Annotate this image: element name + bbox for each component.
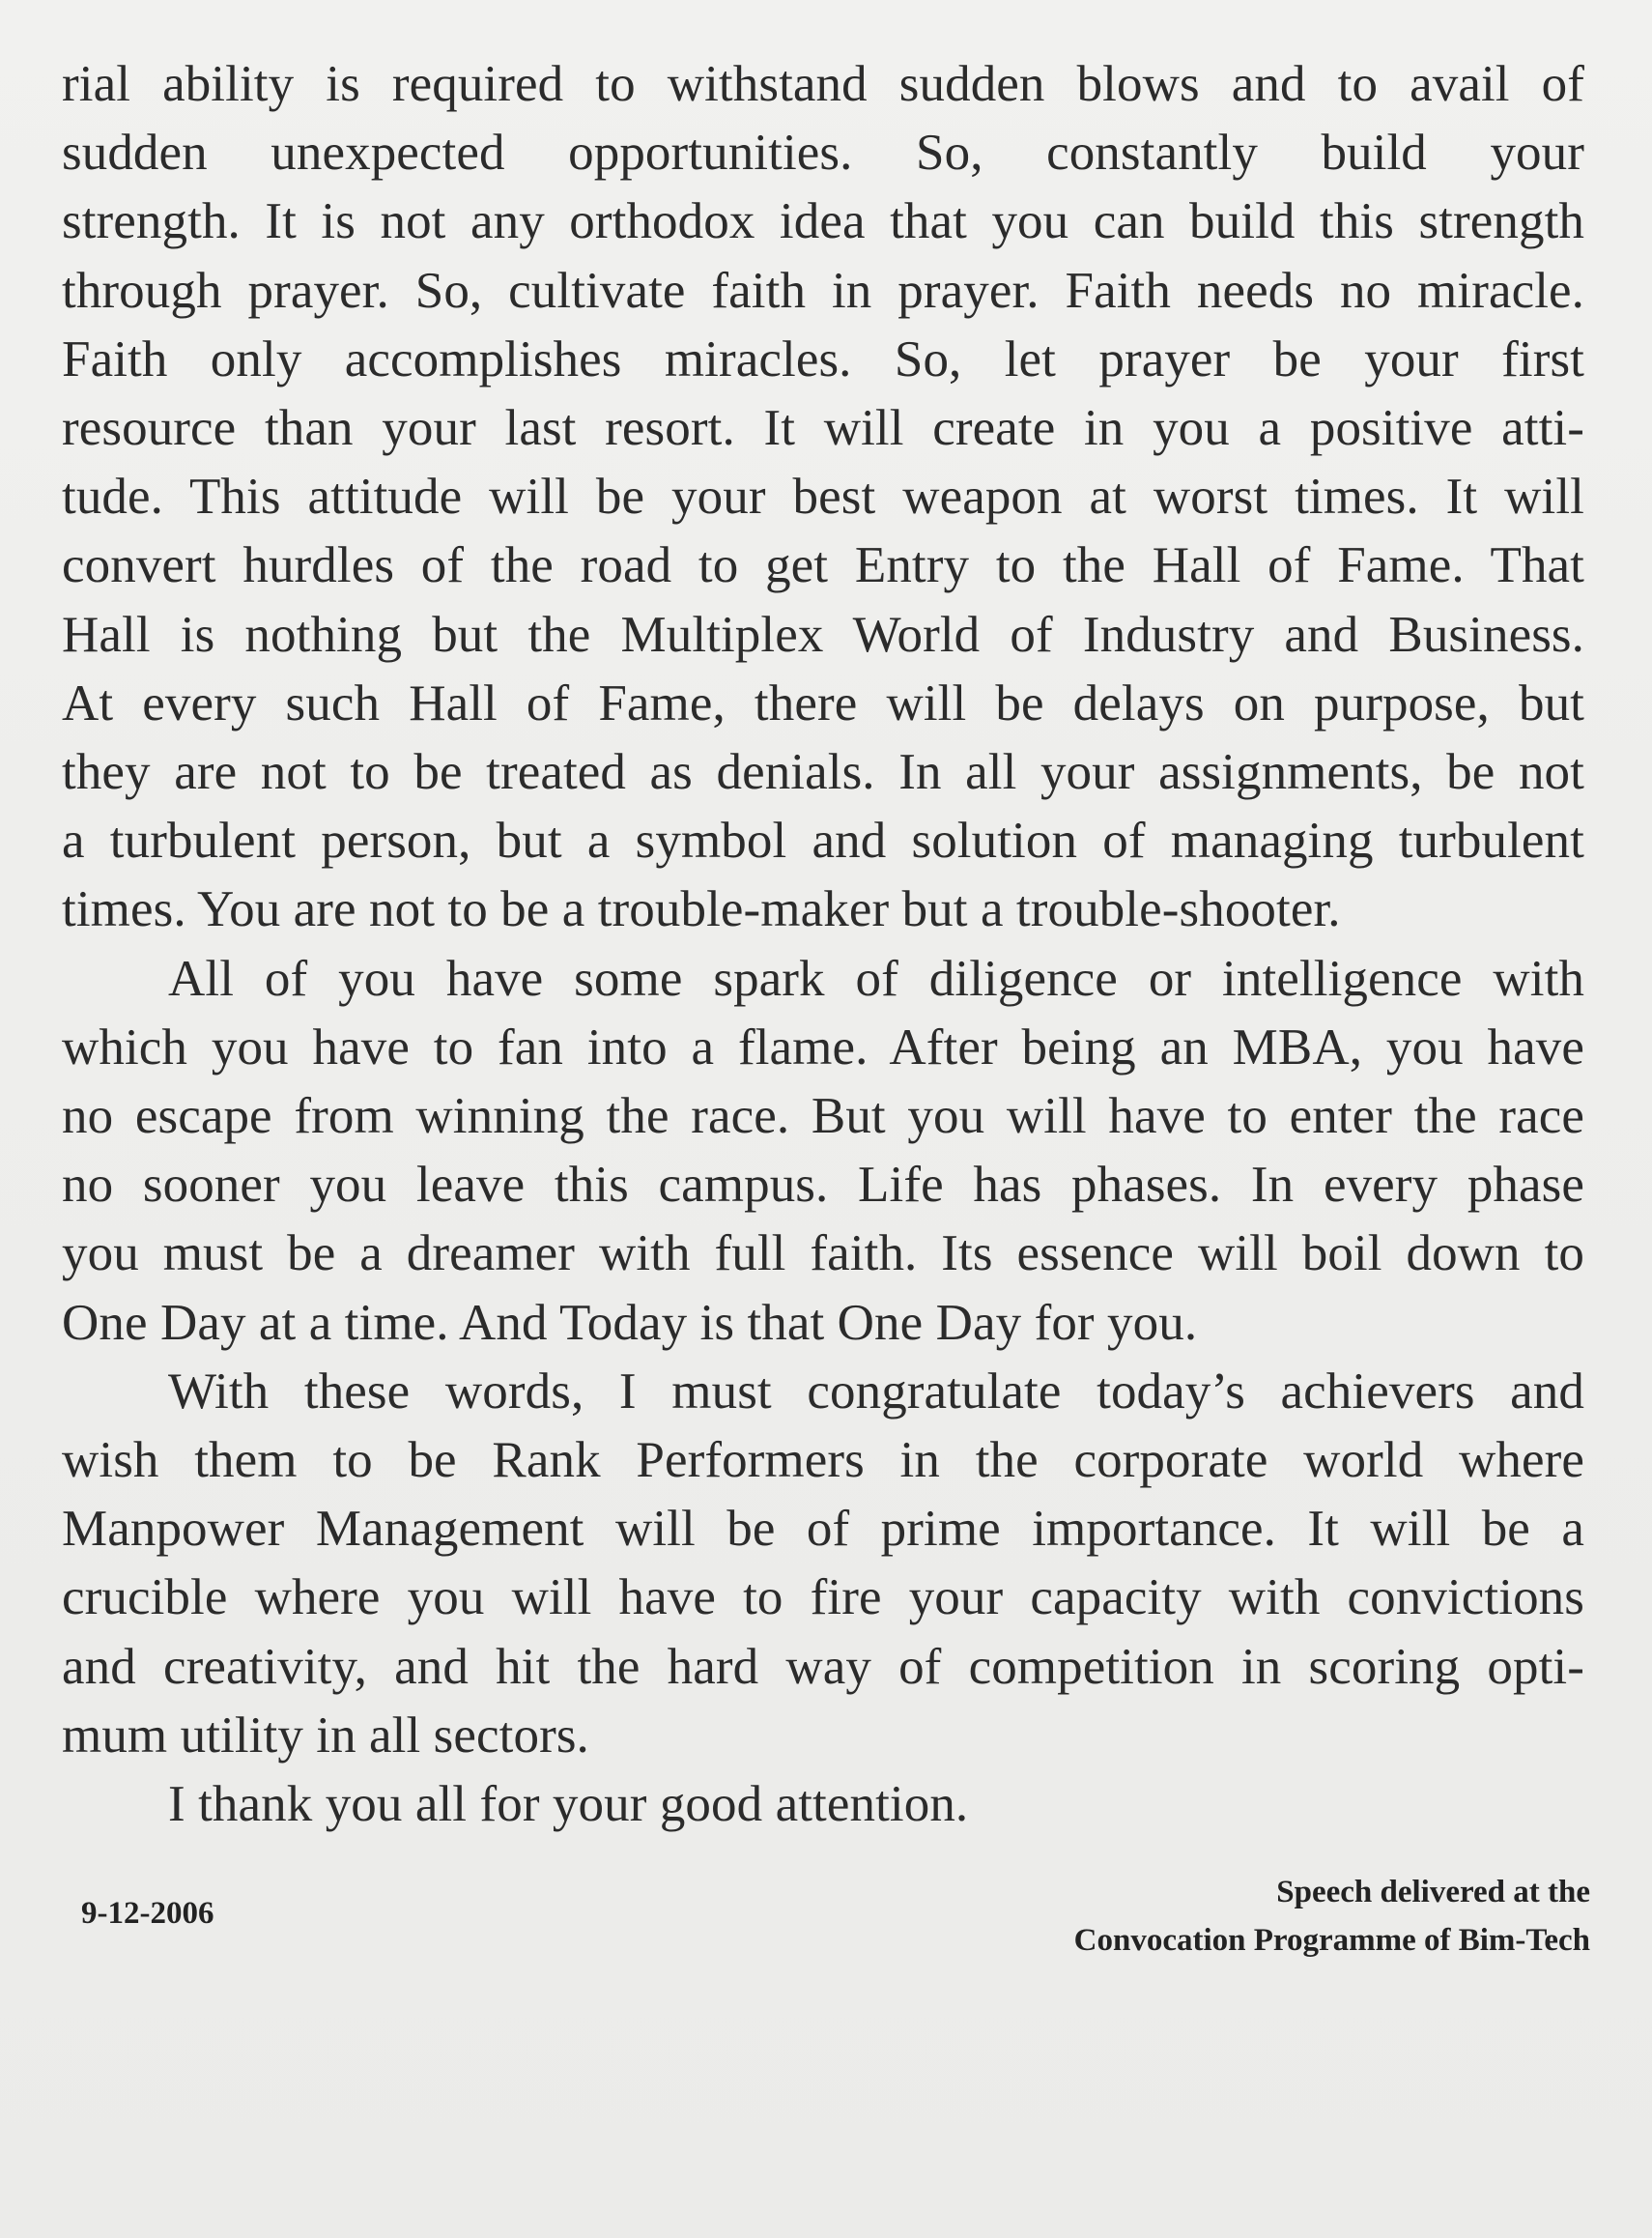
text-line: no sooner you leave this campus. Life has phases. In every phase <box>62 1157 1584 1214</box>
paragraph-2 <box>62 945 1584 1358</box>
attribution-line-1: Speech delivered at the <box>1276 1875 1590 1909</box>
text-line: strength. It is not any orthodox idea that you can build this strength <box>62 193 1584 250</box>
text-line: At every such Hall of Fame, there will be delays on purpose, but <box>62 674 1584 732</box>
text-line: a turbulent person, but a symbol and solution of managing turbulent <box>62 813 1584 870</box>
text-line: One Day at a time. And Today is that One Day for you. <box>62 1294 1198 1351</box>
text-line: they are not to be treated as denials. In all your assignments, be not <box>62 744 1584 801</box>
attribution-line-2: Convocation Programme of Bim-Tech <box>1073 1923 1590 1958</box>
text-line: times. You are not to be a trouble-maker but a trouble-shooter. <box>62 881 1341 938</box>
text-line: which you have to fan into a flame. After being an MBA, you have <box>62 1019 1584 1076</box>
text-line: mum utility in all sectors. <box>62 1707 589 1764</box>
text-line: With these words, I must congratulate today’s achievers and <box>168 1363 1584 1420</box>
speech-text <box>62 50 1584 1839</box>
text-line: I thank you all for your good attention. <box>168 1776 969 1833</box>
text-line: tude. This attitude will be your best weapon at worst times. It will <box>62 469 1584 526</box>
text-line: through prayer. So, cultivate faith in prayer. Faith needs no miracle. <box>62 262 1584 319</box>
paragraph-4 <box>62 1770 1584 1839</box>
text-line: Hall is nothing but the Multiplex World of Industry and Business. <box>62 606 1584 663</box>
text-line: convert hurdles of the road to get Entry to the Hall of Fame. That <box>62 537 1584 594</box>
text-line: Manpower Management will be of prime importance. It will be a <box>62 1501 1584 1558</box>
text-line: you must be a dreamer with full faith. Its essence will boil down to <box>62 1225 1584 1282</box>
speech-date: 9-12-2006 <box>81 1896 214 1931</box>
text-line: rial ability is required to withstand sudden blows and to avail of <box>62 56 1584 112</box>
paragraph-1 <box>62 50 1584 945</box>
paragraph-3 <box>62 1358 1584 1770</box>
text-line: Faith only accomplishes miracles. So, let prayer be your first <box>62 330 1584 387</box>
text-line: All of you have some spark of diligence or intelligence with <box>168 950 1584 1007</box>
text-line: crucible where you will have to fire your capacity with convictions <box>62 1569 1584 1626</box>
speech-attribution <box>1074 1868 1590 1965</box>
text-line: resource than your last resort. It will create in you a positive atti- <box>62 400 1584 457</box>
text-line: and creativity, and hit the hard way of competition in scoring opti- <box>62 1638 1584 1695</box>
text-line: wish them to be Rank Performers in the corporate world where <box>62 1432 1584 1489</box>
text-line: sudden unexpected opportunities. So, constantly build your <box>62 125 1584 182</box>
text-line: no escape from winning the race. But you will have to enter the race <box>62 1088 1584 1145</box>
